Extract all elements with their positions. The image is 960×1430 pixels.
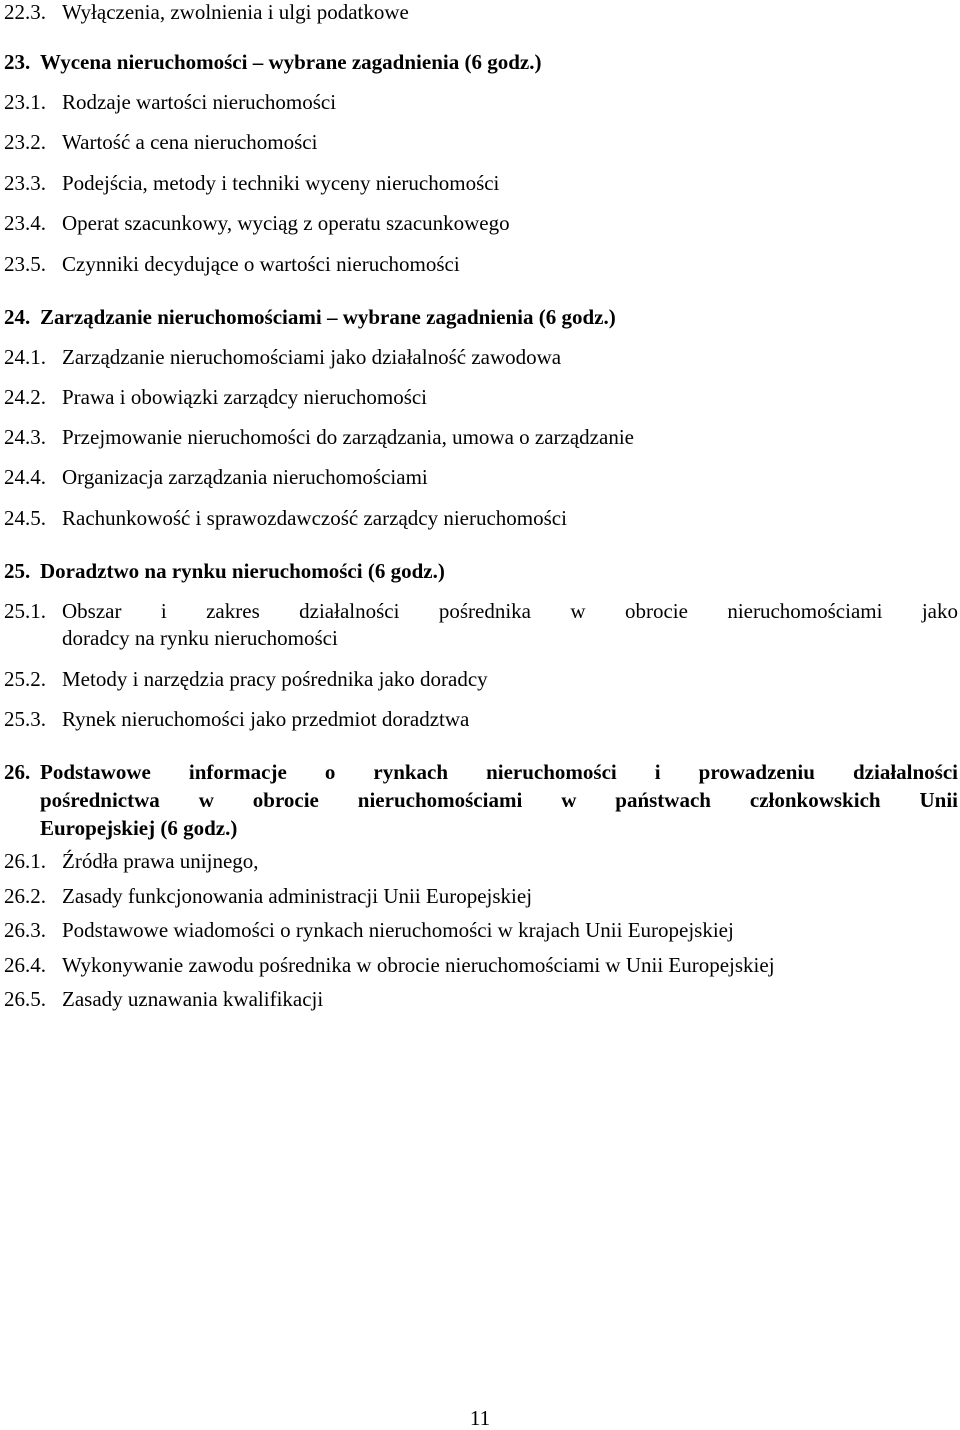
item-text: Organizacja zarządzania nieruchomościami — [62, 465, 428, 489]
item-text: Podstawowe wiadomości o rynkach nieruchomości w krajach Unii Europejskiej — [62, 918, 734, 942]
item-text: Prawa i obowiązki zarządcy nieruchomości — [62, 385, 428, 409]
item-number: 24.4. — [4, 465, 46, 489]
item-text: Rachunkowość i sprawozdawczość zarządcy nieruchomości — [62, 506, 567, 530]
section-title: Zarządzanie nieruchomościami – wybrane zagadnienia (6 godz.) — [40, 305, 616, 329]
item-text: Czynniki decydujące o wartości nieruchomości — [62, 252, 460, 276]
section-number: 23. — [4, 50, 31, 74]
item-number: 24.2. — [4, 385, 46, 409]
item-text: Zarządzanie nieruchomościami jako działalność zawodowa — [62, 345, 562, 369]
item-text: Metody i narzędzia pracy pośrednika jako doradcy — [62, 667, 488, 691]
section-number: 24. — [4, 305, 31, 329]
page-number: 11 — [469, 1406, 491, 1430]
item-text: Wartość a cena nieruchomości — [62, 130, 318, 154]
item-text: Rodzaje wartości nieruchomości — [62, 90, 337, 114]
item-number: 25.1. — [4, 599, 46, 623]
item-text: Operat szacunkowy, wyciąg z operatu szacunkowego — [62, 211, 510, 235]
item-number: 23.3. — [4, 171, 46, 195]
item-text: Zasady uznawania kwalifikacji — [62, 987, 324, 1011]
item-number: 26.2. — [4, 884, 46, 908]
item-number: 24.3. — [4, 425, 46, 449]
item-number: 26.4. — [4, 953, 46, 977]
item-number: 23.1. — [4, 90, 46, 114]
section-number: 26. — [4, 760, 31, 784]
item-text: Przejmowanie nieruchomości do zarządzania, umowa o zarządzanie — [62, 425, 634, 449]
item-number: 23.2. — [4, 130, 46, 154]
item-number: 26.3. — [4, 918, 46, 942]
item-number: 23.5. — [4, 252, 46, 276]
item-number: 22.3. — [4, 0, 46, 24]
item-number: 25.3. — [4, 707, 46, 731]
item-number: 24.5. — [4, 506, 46, 530]
item-text: Wykonywanie zawodu pośrednika w obrocie nieruchomościami w Unii Europejskiej — [62, 953, 775, 977]
item-text: Rynek nieruchomości jako przedmiot doradztwa — [62, 707, 470, 731]
item-number: 26.1. — [4, 849, 46, 873]
item-text: Źródła prawa unijnego, — [62, 849, 259, 873]
item-number: 23.4. — [4, 211, 46, 235]
item-text: Wyłączenia, zwolnienia i ulgi podatkowe — [62, 0, 409, 24]
item-text-line-2: doradcy na rynku nieruchomości — [62, 626, 338, 650]
item-text: Podejścia, metody i techniki wyceny nieruchomości — [62, 171, 500, 195]
section-title-line-1: Podstawowe informacje o rynkach nieruchomości i prowadzeniu działalności — [40, 760, 958, 784]
section-number: 25. — [4, 559, 31, 583]
section-title-line-3: Europejskiej (6 godz.) — [40, 816, 238, 840]
item-number: 24.1. — [4, 345, 46, 369]
section-title: Doradztwo na rynku nieruchomości (6 godz.) — [40, 559, 445, 583]
item-text: Zasady funkcjonowania administracji Unii Europejskiej — [62, 884, 533, 908]
section-title: Wycena nieruchomości – wybrane zagadnienia (6 godz.) — [40, 50, 542, 74]
section-title-line-2: pośrednictwa w obrocie nieruchomościami w państwach członkowskich Unii — [40, 788, 958, 812]
item-text-line-1: Obszar i zakres działalności pośrednika w obrocie nieruchomościami jako — [62, 599, 958, 623]
item-number: 25.2. — [4, 667, 46, 691]
item-number: 26.5. — [4, 987, 46, 1011]
